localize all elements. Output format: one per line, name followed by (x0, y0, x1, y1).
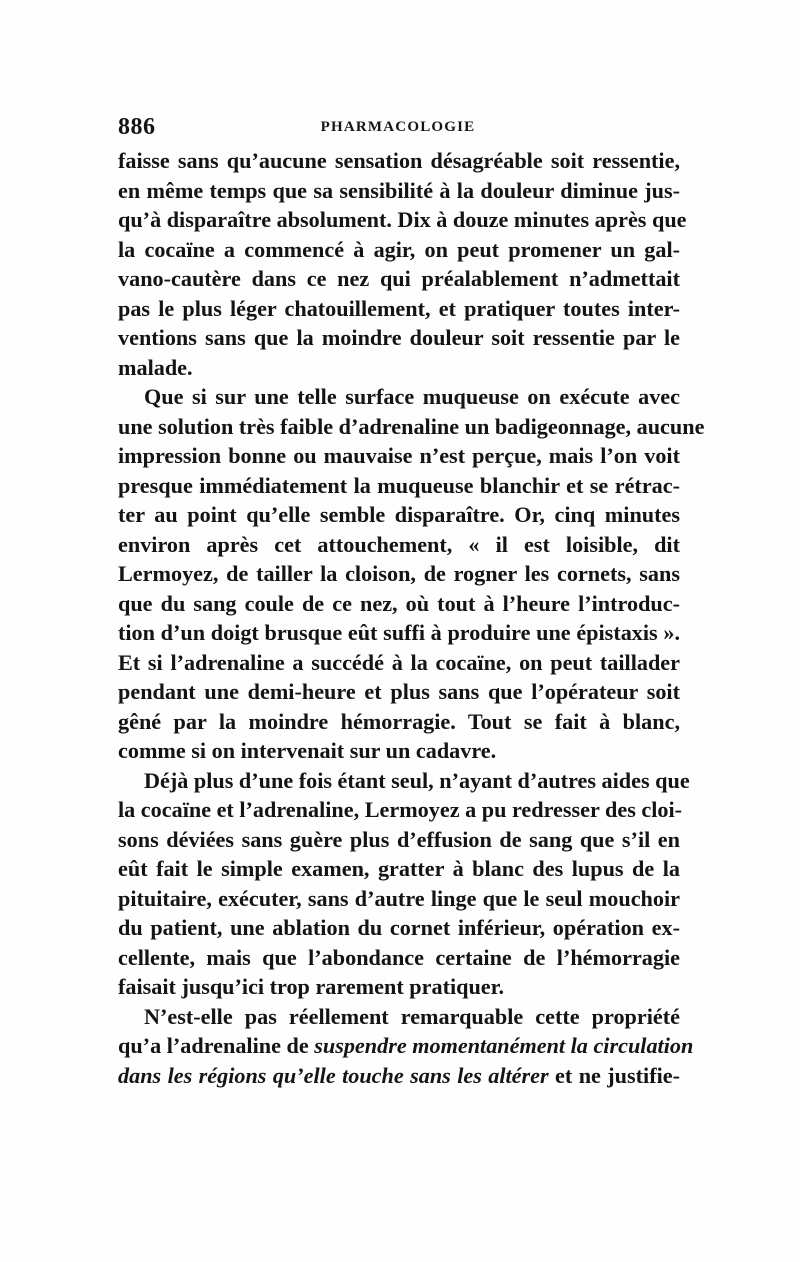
page-header (118, 114, 678, 144)
text-line: que du sang coule de ce nez, où tout à l’heure l’introduc- (118, 590, 680, 616)
text-line-mixed (118, 1031, 694, 1061)
text-line: eût fait le simple examen, gratter à blanc des lupus de la (118, 856, 680, 881)
text-line: impression bonne ou mauvaise n’est perçue, mais l’on voit (118, 443, 680, 468)
text-line: du patient, une ablation du cornet inférieur, opération ex- (118, 915, 680, 940)
text-line: faisait jusqu’ici trop rarement pratiquer. (118, 974, 505, 999)
page-number: 886 (118, 114, 156, 140)
paragraph (118, 146, 687, 382)
text-line: environ après cet attouchement, « il est loisible, dit (118, 531, 680, 557)
text-line: cellente, mais que l’abondance certaine de l’hémorragie (118, 944, 680, 970)
italic-segment: suspendre momentanément la circulation (314, 1033, 694, 1058)
text-line: ter au point qu’elle semble disparaître. Or, cinq minutes (118, 502, 680, 527)
text-line: Lermoyez, de tailler la cloison, de rogner les cornets, sans (118, 561, 680, 586)
text-line: tion d’un doigt brusque eût suffi à produire une épistaxis ». (118, 620, 680, 645)
text-line: qu’à disparaître absolument. Dix à douze minutes après que (118, 207, 687, 232)
italic-segment: dans les régions qu’elle touche sans les altérer (118, 1062, 549, 1088)
text-line: presque immédiatement la muqueuse blanchir et se rétrac- (118, 472, 680, 498)
text-line: pituitaire, exécuter, sans d’autre linge que le seul mouchoir (118, 885, 680, 911)
paragraph (118, 766, 690, 1002)
text-line: faisse sans qu’aucune sensation désagréable soit ressentie, (118, 148, 680, 173)
text-line: en même temps que sa sensibilité à la douleur diminue jus- (118, 177, 680, 203)
text-line: une solution très faible d’adrenaline un badigeonnage, aucune (118, 413, 705, 439)
text-segment: qu’a l’adrenaline de (118, 1033, 315, 1058)
body-text (118, 146, 705, 1090)
text-line: Et si l’adrenaline a succédé à la cocaïne, on peut taillader (118, 649, 680, 675)
text-line-mixed (118, 1061, 680, 1091)
text-line: comme si on intervenait sur un cadavre. (118, 738, 497, 763)
text-line: Déjà plus d’une fois étant seul, n’ayant d’autres aides que (144, 767, 690, 793)
text-line: sons déviées sans guère plus d’effusion de sang que s’il en (118, 826, 680, 852)
text-line: gêné par la moindre hémorragie. Tout se fait à blanc, (118, 708, 680, 734)
text-line: ventions sans que la moindre douleur soit ressentie par le (118, 325, 680, 350)
text-line: la cocaïne et l’adrenaline, Lermoyez a pu redresser des cloi- (118, 797, 683, 822)
paragraph (118, 382, 705, 766)
text-line: N’est-elle pas réellement remarquable cette propriété (144, 1003, 680, 1029)
text-line: malade. (118, 354, 193, 380)
text-line: pendant une demi-heure et plus sans que l’opérateur soit (118, 679, 680, 704)
text-segment: et ne justifie- (548, 1062, 680, 1088)
running-head: PHARMACOLOGIE (320, 119, 476, 135)
text-line: la cocaïne a commencé à agir, on peut promener un gal- (118, 236, 680, 262)
text-line: pas le plus léger chatouillement, et pratiquer toutes inter- (118, 295, 680, 321)
text-line: Que si sur une telle surface muqueuse on exécute avec (144, 384, 680, 409)
text-line: vano-cautère dans ce nez qui préalablement n’admettait (118, 266, 680, 291)
paragraph (118, 1002, 694, 1091)
